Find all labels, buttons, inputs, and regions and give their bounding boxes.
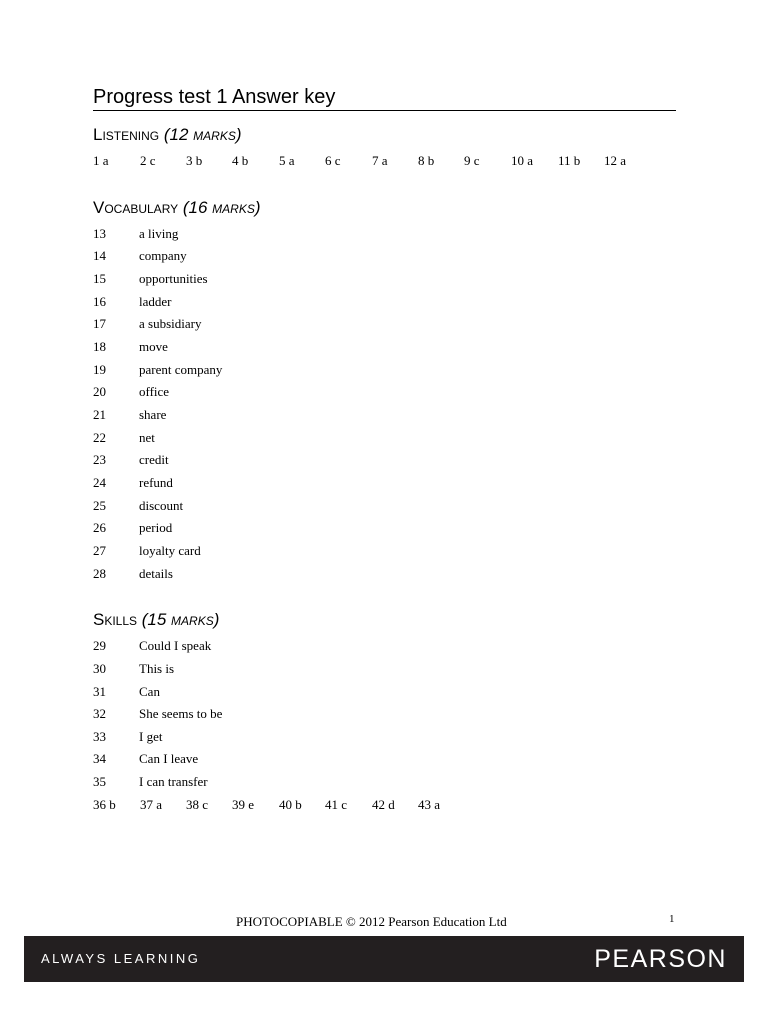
item-answer: Can I leave	[139, 751, 199, 766]
page-title: Progress test 1 Answer key	[93, 86, 336, 108]
item-answer: Could I speak	[139, 638, 212, 653]
item-answer: ladder	[139, 294, 172, 309]
tagline: ALWAYS LEARNING	[41, 951, 201, 966]
answer-item: 37 a	[140, 797, 163, 812]
answer-item: 39 e	[232, 797, 255, 812]
answer-item: 7 a	[372, 153, 388, 168]
answer-item: 11 b	[558, 153, 581, 168]
item-number: 22	[93, 430, 106, 445]
item-number: 26	[93, 520, 106, 535]
copyright-notice: PHOTOCOPIABLE © 2012 Pearson Education Ltd	[236, 914, 507, 929]
item-number: 28	[93, 566, 106, 581]
page-number: 1	[669, 913, 675, 925]
item-answer: This is	[139, 661, 175, 676]
item-number: 19	[93, 362, 106, 377]
item-answer: net	[139, 430, 155, 445]
item-number: 20	[93, 384, 106, 399]
vocabulary-marks: (16 marks)	[182, 198, 261, 217]
item-answer: loyalty card	[139, 543, 201, 558]
item-number: 18	[93, 339, 106, 354]
item-answer: I get	[139, 729, 163, 744]
item-answer: discount	[139, 498, 184, 513]
item-answer: refund	[139, 475, 173, 490]
listening-heading-label: Listening	[93, 125, 160, 144]
item-answer: share	[139, 407, 167, 422]
item-number: 31	[93, 684, 106, 699]
answer-item: 12 a	[604, 153, 627, 168]
answer-item: 5 a	[279, 153, 295, 168]
item-number: 29	[93, 638, 106, 653]
brand-logo: PEARSON	[594, 945, 727, 973]
skills-heading-label: Skills	[93, 610, 138, 629]
item-answer: credit	[139, 452, 169, 467]
answer-item: 40 b	[279, 797, 302, 812]
item-number: 24	[93, 475, 106, 490]
answer-item: 43 a	[418, 797, 441, 812]
answer-item: 10 a	[511, 153, 534, 168]
answer-item: 1 a	[93, 153, 109, 168]
answer-item: 4 b	[232, 153, 249, 168]
vocabulary-heading	[93, 198, 261, 218]
item-number: 35	[93, 774, 106, 789]
item-answer: opportunities	[139, 271, 208, 286]
answer-item: 9 c	[464, 153, 480, 168]
item-number: 17	[93, 316, 106, 331]
item-number: 27	[93, 543, 106, 558]
vocabulary-heading-label: Vocabulary	[93, 198, 179, 217]
item-answer: She seems to be	[139, 706, 223, 721]
answer-item: 8 b	[418, 153, 435, 168]
answer-item: 41 c	[325, 797, 348, 812]
item-number: 13	[93, 226, 106, 241]
answer-item: 3 b	[186, 153, 203, 168]
item-number: 32	[93, 706, 106, 721]
item-number: 34	[93, 751, 106, 766]
item-answer: a subsidiary	[139, 316, 202, 331]
item-answer: Can	[139, 684, 160, 699]
answer-item: 36 b	[93, 797, 116, 812]
listening-marks: (12 marks)	[163, 125, 242, 144]
item-answer: company	[139, 248, 187, 263]
item-number: 14	[93, 248, 106, 263]
answer-item: 6 c	[325, 153, 341, 168]
item-answer: office	[139, 384, 170, 399]
footer-banner	[24, 936, 744, 982]
answer-item: 38 c	[186, 797, 209, 812]
item-number: 30	[93, 661, 106, 676]
answer-item: 2 c	[140, 153, 156, 168]
item-number: 25	[93, 498, 106, 513]
item-number: 16	[93, 294, 106, 309]
title-divider	[93, 110, 676, 111]
skills-heading	[93, 610, 219, 630]
item-answer: a living	[139, 226, 179, 241]
item-answer: move	[139, 339, 168, 354]
item-number: 23	[93, 452, 106, 467]
item-number: 33	[93, 729, 106, 744]
listening-heading	[93, 125, 242, 145]
item-answer: I can transfer	[139, 774, 208, 789]
item-answer: parent company	[139, 362, 223, 377]
item-number: 15	[93, 271, 106, 286]
item-answer: details	[139, 566, 173, 581]
item-answer: period	[139, 520, 173, 535]
item-number: 21	[93, 407, 106, 422]
skills-marks: (15 marks)	[141, 610, 220, 629]
answer-item: 42 d	[372, 797, 395, 812]
